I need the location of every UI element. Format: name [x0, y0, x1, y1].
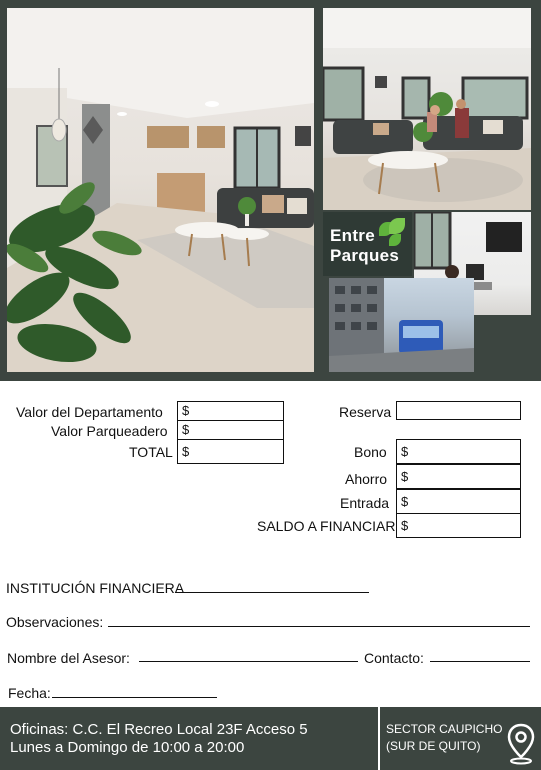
- building-exterior-photo: [329, 278, 474, 372]
- entre-parques-logo: [323, 212, 412, 276]
- sector-name: SECTOR CAUPICHO: [386, 722, 503, 736]
- saldo-label: SALDO A FINANCIAR: [257, 518, 396, 534]
- valor-parqueadero-field[interactable]: $: [177, 420, 284, 440]
- observaciones-label: Observaciones:: [6, 614, 104, 630]
- logo-line-1: Entre: [330, 226, 375, 245]
- footer-bar: [0, 707, 541, 770]
- asesor-label: Nombre del Asesor:: [7, 650, 130, 666]
- leaf-icon: [389, 218, 405, 234]
- bono-label: Bono: [354, 444, 387, 460]
- valor-departamento-field[interactable]: $: [177, 401, 284, 421]
- logo-line-2: Parques: [330, 246, 400, 265]
- ahorro-label: Ahorro: [345, 471, 388, 487]
- entrada-field[interactable]: $: [396, 489, 521, 514]
- leaf-icon: [389, 234, 401, 246]
- reserva-label: Reserva: [339, 404, 392, 420]
- valor-departamento-label: Valor del Departamento: [16, 404, 163, 420]
- asesor-input-line[interactable]: [139, 661, 358, 662]
- family-living-room-photo: [323, 8, 531, 210]
- institucion-input-line[interactable]: [175, 592, 369, 593]
- living-room-photo: [7, 8, 314, 372]
- total-label: TOTAL: [129, 444, 173, 460]
- location-pin-icon: [506, 723, 536, 765]
- photo-collage: [0, 0, 541, 381]
- sector-location: (SUR DE QUITO): [386, 739, 481, 753]
- observaciones-input-line[interactable]: [108, 626, 530, 627]
- valor-parqueadero-label: Valor Parqueadero: [51, 423, 168, 439]
- ahorro-field[interactable]: $: [396, 464, 521, 489]
- bono-field[interactable]: $: [396, 439, 521, 464]
- office-address: Oficinas: C.C. El Recreo Local 23F Acceso 5: [10, 721, 308, 738]
- footer-divider: [378, 707, 380, 770]
- entrada-label: Entrada: [340, 495, 390, 511]
- contacto-input-line[interactable]: [430, 661, 530, 662]
- total-field[interactable]: $: [177, 439, 284, 464]
- contacto-label: Contacto:: [364, 650, 424, 666]
- institucion-label: INSTITUCIÓN FINANCIERA: [6, 580, 185, 596]
- fecha-label: Fecha:: [8, 685, 51, 701]
- saldo-field[interactable]: $: [396, 513, 521, 538]
- reserva-field[interactable]: [396, 401, 521, 420]
- office-hours: Lunes a Domingo de 10:00 a 20:00: [10, 739, 245, 756]
- fecha-input-line[interactable]: [52, 697, 217, 698]
